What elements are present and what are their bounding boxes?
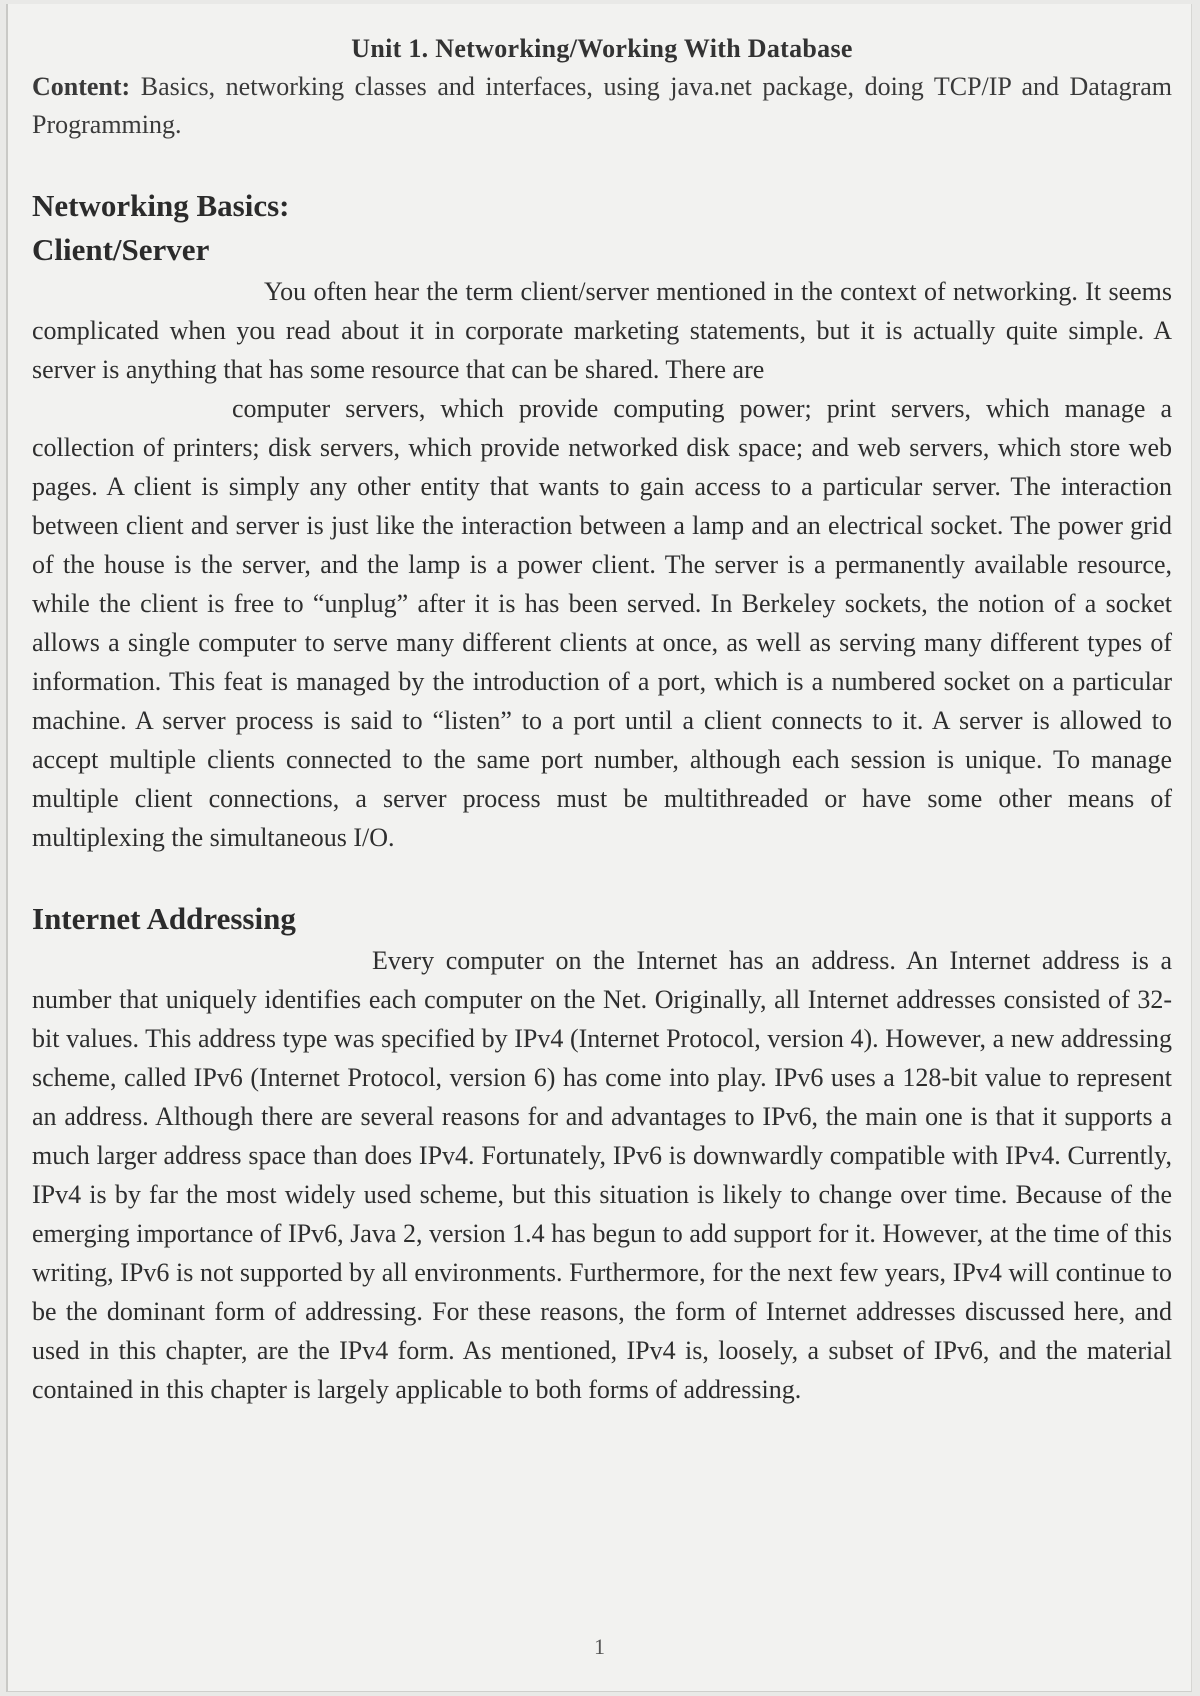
page-content <box>32 30 1172 1409</box>
client-server-paragraph-1: You often hear the term client/server mentioned in the context of networking. It seems complicated when you read about it in corporate marketing statements, but it is actually quite simple. A server is anything that has some resource that can be shared. There are <box>32 277 1172 384</box>
content-summary <box>32 68 1172 144</box>
document-page <box>6 4 1192 1692</box>
heading-internet-addressing: Internet Addressing <box>32 901 296 936</box>
content-text: Basics, networking classes and interfaces, using java.net package, doing TCP/IP and Datagram Programming. <box>32 72 1173 139</box>
client-server-paragraph-2: computer servers, which provide computing power; print servers, which manage a collection of printers; disk servers, which provide networked disk space; and web servers, which store web pages. A client is simply any other entity that wants to gain access to a particular server. The interaction between client and server is just like the interaction between a lamp and an electrical socket. The power grid of the house is the server, and the lamp is a power client. The server is a permanently available resource, while the client is free to “unplug” after it is has been served. In Berkeley sockets, the notion of a socket allows a single computer to serve many different clients at once, as well as serving many different types of information. This feat is managed by the introduction of a port, which is a numbered socket on a particular machine. A server process is said to “listen” to a port until a client connects to it. A server is allowed to accept multiple clients connected to the same port number, although each session is unique. To manage multiple client connections, a server process must be multithreaded or have some other means of multiplexing the simultaneous I/O. <box>32 394 1172 852</box>
heading-client-server: Client/Server <box>32 232 210 267</box>
unit-title: Unit 1. Networking/Working With Database <box>351 34 853 63</box>
content-label: Content: <box>32 72 131 101</box>
heading-networking-basics: Networking Basics: <box>32 188 290 223</box>
internet-addressing-paragraph: Every computer on the Internet has an address. An Internet address is a number that uniquely identifies each computer on the Net. Originally, all Internet addresses consisted of 32-bit values. This address type was specified by IPv4 (Internet Protocol, version 4). However, a new addressing scheme, called IPv6 (Internet Protocol, version 6) has come into play. IPv6 uses a 128-bit value to represent an address. Although there are several reasons for and advantages to IPv6, the main one is that it supports a much larger address space than does IPv4. Fortunately, IPv6 is downwardly compatible with IPv4. Currently, IPv4 is by far the most widely used scheme, but this situation is likely to change over time. Because of the emerging importance of IPv6, Java 2, version 1.4 has begun to add support for it. However, at the time of this writing, IPv6 is not supported by all environments. Furthermore, for the next few years, IPv4 will continue to be the dominant form of addressing. For these reasons, the form of Internet addresses discussed here, and used in this chapter, are the IPv4 form. As mentioned, IPv4 is, loosely, a subset of IPv6, and the material contained in this chapter is largely applicable to both forms of addressing. <box>32 946 1172 1404</box>
page-number: 1 <box>594 1634 605 1659</box>
